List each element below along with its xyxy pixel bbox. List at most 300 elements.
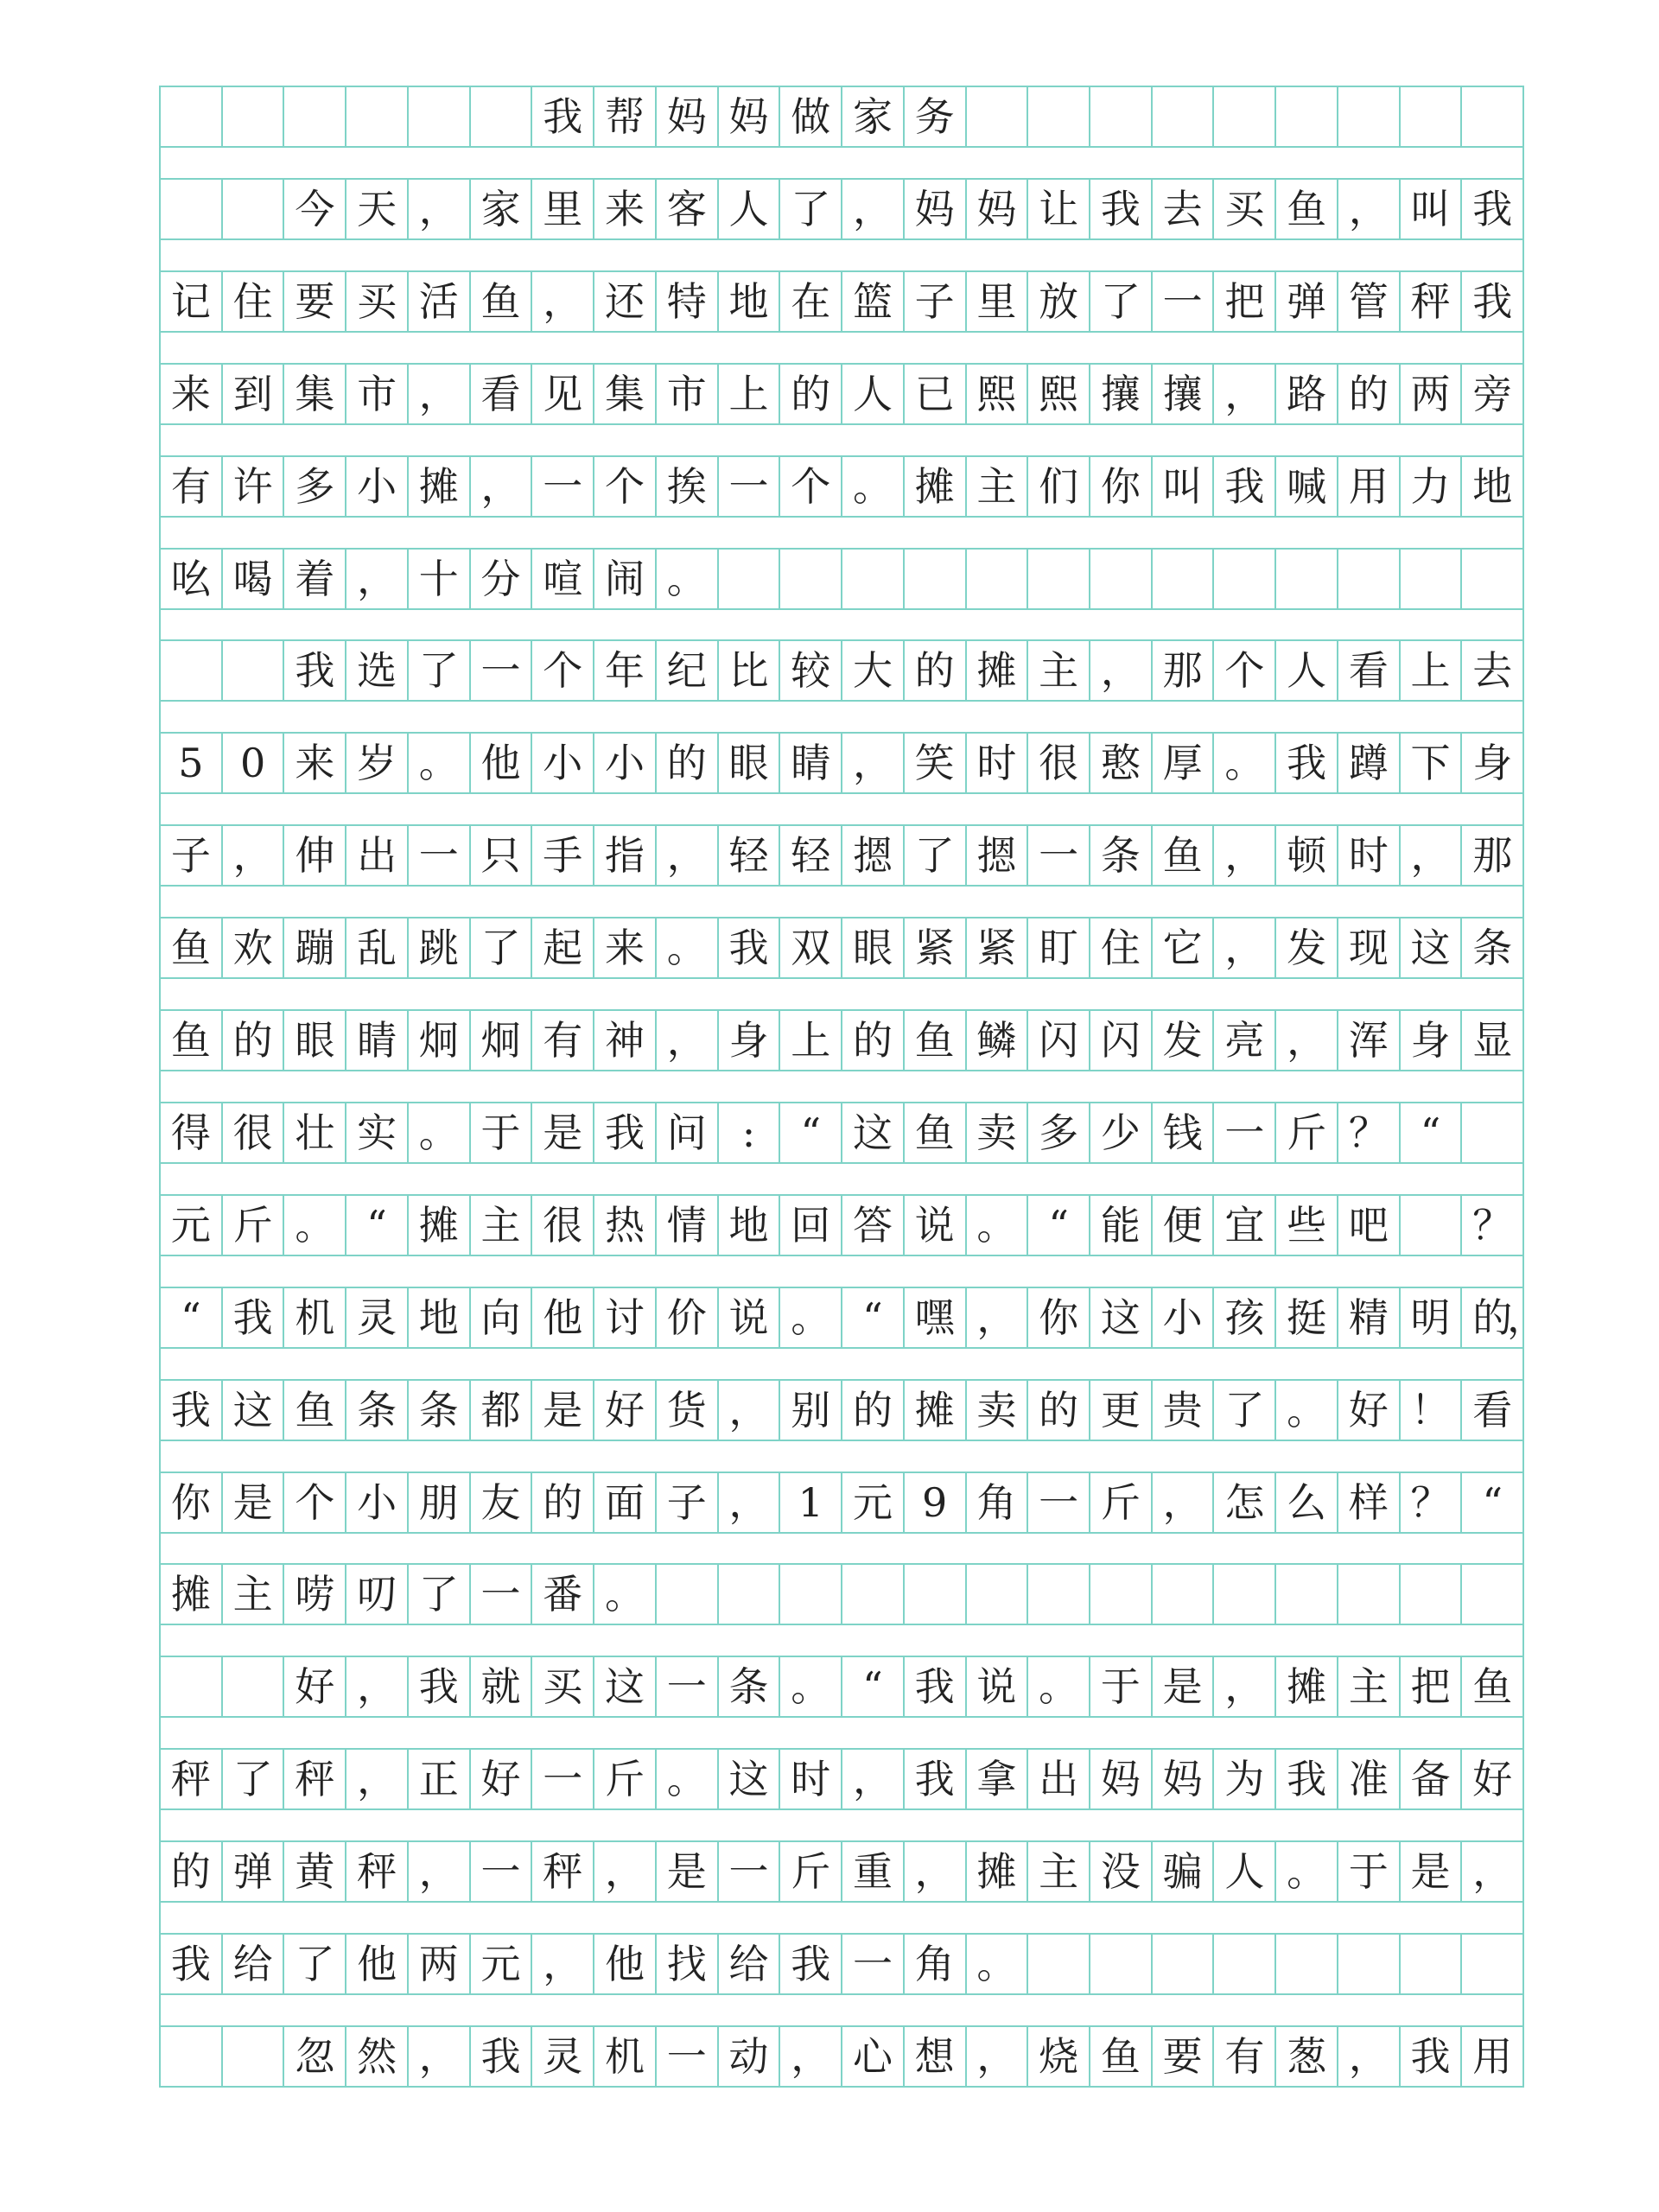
grid-cell: 买 (532, 1657, 594, 1716)
grid-cell: 摊 (905, 1381, 967, 1440)
grid-cell: 蹲 (1338, 734, 1401, 792)
grid-cell: 活 (409, 272, 471, 331)
grid-cell: 小 (1153, 1288, 1215, 1347)
row-gap (159, 1995, 1524, 2025)
grid-cell: 叫 (1401, 180, 1463, 238)
grid-cell: 一 (532, 1750, 594, 1808)
grid-cell: 妈 (905, 180, 967, 238)
grid-cell: 炯 (471, 1011, 533, 1070)
grid-cell: 给 (719, 1935, 781, 1993)
row-gap (159, 610, 1524, 639)
grid-cell: 较 (780, 641, 842, 700)
grid-cell: 主 (223, 1565, 285, 1624)
text-row (159, 270, 1524, 333)
grid-cell: 喝 (223, 550, 285, 608)
grid-cell: 壮 (284, 1103, 346, 1162)
grid-cell: 妈 (967, 180, 1029, 238)
grid-cell: “ (1462, 1473, 1524, 1532)
grid-cell: 已 (905, 365, 967, 423)
text-row (159, 824, 1524, 887)
grid-cell: 吆 (161, 550, 223, 608)
grid-cell: 很 (1028, 734, 1090, 792)
grid-cell (1401, 1935, 1463, 1993)
grid-cell: 选 (346, 641, 409, 700)
grid-cell: 看 (1338, 641, 1401, 700)
grid-cell: 说 (967, 1657, 1029, 1716)
grid-cell (1462, 550, 1524, 608)
grid-cell: 熙 (1028, 365, 1090, 423)
grid-cell: 妈 (1090, 1750, 1153, 1808)
grid-cell: 于 (471, 1103, 533, 1162)
grid-cell: 里 (532, 180, 594, 238)
grid-cell: 是 (1153, 1657, 1215, 1716)
grid-cell: 喧 (532, 550, 594, 608)
grid-cell: 子 (657, 1473, 719, 1532)
grid-cell: 摊 (409, 1196, 471, 1255)
grid-cell: 些 (1276, 1196, 1338, 1255)
grid-cell: 市 (346, 365, 409, 423)
grid-cell: : (719, 1103, 781, 1162)
grid-cell: 一 (719, 457, 781, 516)
grid-cell: 管 (1338, 272, 1401, 331)
row-gap (159, 979, 1524, 1009)
grid-cell: 好 (1462, 1750, 1524, 1808)
row-gap (159, 794, 1524, 824)
grid-cell: 能 (1090, 1196, 1153, 1255)
title-cell: 妈 (657, 87, 719, 146)
grid-cell: 地 (409, 1288, 471, 1347)
grid-cell: 有 (532, 1011, 594, 1070)
grid-cell: 灵 (532, 2027, 594, 2086)
grid-cell: 着 (284, 550, 346, 608)
grid-cell: 顿 (1276, 826, 1338, 885)
grid-cell: 上 (719, 365, 781, 423)
grid-cell: 的 (1462, 1288, 1524, 1347)
grid-cell: 番 (532, 1565, 594, 1624)
title-cell (967, 87, 1029, 146)
grid-cell: 分 (471, 550, 533, 608)
grid-cell: 只 (471, 826, 533, 885)
grid-cell: 我 (223, 1288, 285, 1347)
grid-cell: 动 (719, 2027, 781, 2086)
grid-cell: 住 (223, 272, 285, 331)
grid-cell: ， (409, 1842, 471, 1901)
grid-cell: 亮 (1214, 1011, 1276, 1070)
grid-cell: 孩 (1214, 1288, 1276, 1347)
grid-cell: 了 (1090, 272, 1153, 331)
grid-cell: 于 (1090, 1657, 1153, 1716)
grid-cell: 准 (1338, 1750, 1401, 1808)
grid-cell: 发 (1153, 1011, 1215, 1070)
grid-cell: 他 (532, 1288, 594, 1347)
grid-cell: 秤 (346, 1842, 409, 1901)
grid-cell: 主 (967, 457, 1029, 516)
grid-cell: “ (161, 1288, 223, 1347)
grid-cell (1338, 1565, 1401, 1624)
grid-cell: 的 (780, 365, 842, 423)
grid-cell: 市 (657, 365, 719, 423)
grid-cell: 闪 (1028, 1011, 1090, 1070)
grid-cell: 轻 (780, 826, 842, 885)
grid-cell: 乱 (346, 918, 409, 977)
grid-cell: 心 (842, 2027, 905, 2086)
grid-cell: 地 (719, 272, 781, 331)
grid-cell: 斤 (780, 1842, 842, 1901)
grid-cell (1153, 550, 1215, 608)
grid-cell: 它 (1153, 918, 1215, 977)
grid-cell: 我 (1214, 457, 1276, 516)
grid-cell: 厚 (1153, 734, 1215, 792)
grid-cell: 找 (657, 1935, 719, 1993)
grid-cell (1090, 1565, 1153, 1624)
grid-cell: 了 (905, 826, 967, 885)
grid-cell: 怎 (1214, 1473, 1276, 1532)
grid-cell: 去 (1153, 180, 1215, 238)
grid-cell: 。 (657, 550, 719, 608)
grid-cell: 友 (471, 1473, 533, 1532)
grid-cell (1401, 1196, 1463, 1255)
grid-cell: 回 (780, 1196, 842, 1255)
grid-cell: 了 (1214, 1381, 1276, 1440)
grid-cell: “ (842, 1657, 905, 1716)
grid-cell: 机 (594, 2027, 657, 2086)
grid-cell: 时 (780, 1750, 842, 1808)
grid-cell: 伸 (284, 826, 346, 885)
row-gap (159, 1903, 1524, 1933)
grid-cell: “ (780, 1103, 842, 1162)
grid-cell: ， (1214, 826, 1276, 885)
grid-cell: 鱼 (161, 918, 223, 977)
grid-cell: 9 (905, 1473, 967, 1532)
grid-cell: 说 (719, 1288, 781, 1347)
grid-cell: ， (1214, 1657, 1276, 1716)
grid-cell: 还 (594, 272, 657, 331)
grid-cell: 一 (409, 826, 471, 885)
grid-cell: 们 (1028, 457, 1090, 516)
grid-cell: 指 (594, 826, 657, 885)
text-row (159, 1840, 1524, 1903)
grid-cell (161, 641, 223, 700)
grid-cell: 旁 (1462, 365, 1524, 423)
grid-cell: 是 (657, 1842, 719, 1901)
grid-cell: 我 (1276, 1750, 1338, 1808)
grid-cell: 机 (284, 1288, 346, 1347)
grid-cell: 主 (1028, 641, 1090, 700)
grid-cell: 用 (1338, 457, 1401, 516)
grid-cell: 得 (161, 1103, 223, 1162)
grid-cell: 睛 (346, 1011, 409, 1070)
grid-cell (161, 180, 223, 238)
grid-cell: 然 (346, 2027, 409, 2086)
grid-cell: 更 (1090, 1381, 1153, 1440)
grid-cell: 子 (161, 826, 223, 885)
grid-cell: ， (594, 1842, 657, 1901)
grid-cell: 一 (842, 1935, 905, 1993)
grid-cell: 热 (594, 1196, 657, 1255)
grid-cell: 摁 (967, 826, 1029, 885)
grid-cell: 岁 (346, 734, 409, 792)
grid-cell: 说 (905, 1196, 967, 1255)
grid-cell: 我 (905, 1750, 967, 1808)
grid-cell: 人 (719, 180, 781, 238)
grid-cell: 鳞 (967, 1011, 1029, 1070)
grid-cell: 实 (346, 1103, 409, 1162)
grid-cell: 看 (471, 365, 533, 423)
grid-cell: 来 (594, 180, 657, 238)
grid-cell: 身 (719, 1011, 781, 1070)
grid-cell: 的 (223, 1011, 285, 1070)
grid-cell: 有 (1214, 2027, 1276, 2086)
grid-cell: 了 (471, 918, 533, 977)
grid-cell: 时 (1338, 826, 1401, 885)
grid-cell: 个 (284, 1473, 346, 1532)
title-cell (409, 87, 471, 146)
grid-cell: ， (719, 1473, 781, 1532)
grid-cell: 把 (1214, 272, 1276, 331)
grid-cell: 来 (284, 734, 346, 792)
grid-cell (967, 1565, 1029, 1624)
grid-cell: 年 (594, 641, 657, 700)
grid-cell: 憨 (1090, 734, 1153, 792)
grid-cell: 鱼 (471, 272, 533, 331)
grid-cell: 睛 (780, 734, 842, 792)
grid-cell: 摊 (905, 457, 967, 516)
grid-cell: 面 (594, 1473, 657, 1532)
text-row (159, 1194, 1524, 1256)
grid-cell: 就 (471, 1657, 533, 1716)
grid-cell: 比 (719, 641, 781, 700)
grid-cell: 放 (1028, 272, 1090, 331)
grid-cell: 有 (161, 457, 223, 516)
grid-cell: 小 (594, 734, 657, 792)
grid-cell: 一 (1214, 1103, 1276, 1162)
grid-cell (1028, 550, 1090, 608)
grid-cell: 好 (594, 1381, 657, 1440)
grid-cell: 精 (1338, 1288, 1401, 1347)
grid-cell: 大 (842, 641, 905, 700)
grid-cell: 的 (532, 1473, 594, 1532)
grid-cell: 到 (223, 365, 285, 423)
grid-cell: 的 (842, 1011, 905, 1070)
grid-cell: 很 (532, 1196, 594, 1255)
grid-cell: 一 (719, 1842, 781, 1901)
title-cell: 家 (842, 87, 905, 146)
grid-cell: 他 (471, 734, 533, 792)
grid-cell: 发 (1276, 918, 1338, 977)
grid-cell: 客 (657, 180, 719, 238)
grid-cell: 忽 (284, 2027, 346, 2086)
grid-cell: 贵 (1153, 1381, 1215, 1440)
grid-cell: 熙 (967, 365, 1029, 423)
grid-cell: 特 (657, 272, 719, 331)
grid-cell: ， (532, 272, 594, 331)
grid-cell: ， (905, 1842, 967, 1901)
row-gap (159, 1164, 1524, 1194)
title-cell (1153, 87, 1215, 146)
grid-cell: 了 (409, 1565, 471, 1624)
grid-cell: 这 (1401, 918, 1463, 977)
grid-cell: 问 (657, 1103, 719, 1162)
grid-cell (1276, 550, 1338, 608)
grid-cell: 5 (161, 734, 223, 792)
text-row (159, 732, 1524, 794)
grid-cell (1214, 1935, 1276, 1993)
grid-cell: 货 (657, 1381, 719, 1440)
grid-cell: 条 (719, 1657, 781, 1716)
grid-cell: 。 (967, 1935, 1029, 1993)
grid-cell: 0 (223, 734, 285, 792)
grid-cell: 。 (594, 1565, 657, 1624)
text-row (159, 1563, 1524, 1625)
grid-cell: 一 (1028, 1473, 1090, 1532)
grid-cell: 今 (284, 180, 346, 238)
grid-cell: 的 (905, 641, 967, 700)
grid-cell (905, 1565, 967, 1624)
grid-cell: 骗 (1153, 1842, 1215, 1901)
grid-cell: 么 (1276, 1473, 1338, 1532)
grid-cell: 许 (223, 457, 285, 516)
grid-cell: ， (471, 457, 533, 516)
grid-cell: 神 (594, 1011, 657, 1070)
row-gap (159, 1349, 1524, 1379)
grid-cell: ， (346, 1657, 409, 1716)
grid-cell: 我 (409, 1657, 471, 1716)
text-row (159, 1379, 1524, 1441)
grid-cell (1401, 550, 1463, 608)
text-row (159, 1471, 1524, 1534)
grid-cell: 集 (284, 365, 346, 423)
grid-cell: 买 (1214, 180, 1276, 238)
grid-cell: 去 (1462, 641, 1524, 700)
grid-cell: ， (719, 1381, 781, 1440)
grid-cell: 让 (1028, 180, 1090, 238)
grid-cell: 一 (1028, 826, 1090, 885)
grid-cell: 元 (471, 1935, 533, 1993)
grid-cell: 的 (842, 1381, 905, 1440)
grid-cell: 你 (1028, 1288, 1090, 1347)
grid-cell: ， (657, 1011, 719, 1070)
grid-cell: 斤 (1090, 1473, 1153, 1532)
grid-cell: ， (842, 1750, 905, 1808)
grid-cell: 给 (223, 1935, 285, 1993)
row-gap (159, 1718, 1524, 1748)
title-cell (1276, 87, 1338, 146)
grid-cell: 于 (1338, 1842, 1401, 1901)
grid-cell: ， (1338, 2027, 1401, 2086)
grid-cell: 主 (471, 1196, 533, 1255)
grid-cell: 秤 (1401, 272, 1463, 331)
grid-cell: 正 (409, 1750, 471, 1808)
grid-cell: 我 (594, 1103, 657, 1162)
grid-cell (223, 1657, 285, 1716)
grid-cell: 要 (284, 272, 346, 331)
grid-cell: ， (346, 550, 409, 608)
grid-cell: 情 (657, 1196, 719, 1255)
grid-cell: 眼 (719, 734, 781, 792)
grid-cell: 挺 (1276, 1288, 1338, 1347)
grid-cell: 了 (409, 641, 471, 700)
grid-cell (905, 550, 967, 608)
grid-cell: 多 (284, 457, 346, 516)
row-gap (159, 1625, 1524, 1656)
grid-cell: 他 (346, 1935, 409, 1993)
grid-cell: 闹 (594, 550, 657, 608)
title-cell (161, 87, 223, 146)
grid-cell: 烧 (1028, 2027, 1090, 2086)
grid-cell: 地 (1462, 457, 1524, 516)
grid-cell (1214, 550, 1276, 608)
grid-cell: 条 (409, 1381, 471, 1440)
grid-cell: 来 (594, 918, 657, 977)
grid-cell: 眼 (842, 918, 905, 977)
grid-cell (842, 1565, 905, 1624)
grid-cell (1214, 1565, 1276, 1624)
row-gap (159, 1256, 1524, 1287)
grid-cell: 眼 (284, 1011, 346, 1070)
grid-cell (842, 550, 905, 608)
composition-paper (159, 86, 1547, 2101)
grid-cell: 宜 (1214, 1196, 1276, 1255)
grid-cell: 浑 (1338, 1011, 1401, 1070)
grid-cell: 双 (780, 918, 842, 977)
grid-cell (780, 1565, 842, 1624)
grid-cell: 那 (1153, 641, 1215, 700)
grid-cell: ， (409, 180, 471, 238)
grid-cell (1462, 1935, 1524, 1993)
text-row (159, 363, 1524, 425)
grid-cell: 是 (223, 1473, 285, 1532)
grid-cell (719, 550, 781, 608)
grid-cell: 挨 (657, 457, 719, 516)
grid-cell: 路 (1276, 365, 1338, 423)
grid-cell (1090, 550, 1153, 608)
grid-cell: 灵 (346, 1288, 409, 1347)
grid-cell: 你 (161, 1473, 223, 1532)
grid-cell: 摊 (161, 1565, 223, 1624)
grid-cell (967, 550, 1029, 608)
grid-cell: 鱼 (284, 1381, 346, 1440)
grid-cell: 明 (1401, 1288, 1463, 1347)
title-cell (1401, 87, 1463, 146)
grid-cell: 。 (657, 918, 719, 977)
grid-cell: ？ (1401, 1473, 1463, 1532)
grid-cell: 地 (719, 1196, 781, 1255)
title-cell (1214, 87, 1276, 146)
grid-cell: 把 (1401, 1657, 1463, 1716)
grid-cell: 我 (719, 918, 781, 977)
grid-cell: ， (1338, 180, 1401, 238)
grid-cell: 我 (471, 2027, 533, 2086)
grid-cell: 朋 (409, 1473, 471, 1532)
grid-cell: 攘 (1153, 365, 1215, 423)
row-gap (159, 1534, 1524, 1563)
grid-cell: “ (842, 1288, 905, 1347)
grid-cell: 小 (346, 457, 409, 516)
title-cell (1338, 87, 1401, 146)
grid-cell (1028, 1565, 1090, 1624)
text-row (159, 1102, 1524, 1164)
grid-cell: 摊 (967, 1842, 1029, 1901)
grid-cell (657, 1565, 719, 1624)
grid-cell: ， (346, 1750, 409, 1808)
grid-cell: 炯 (409, 1011, 471, 1070)
grid-cell: “ (1028, 1196, 1090, 1255)
grid-cell: ， (842, 734, 905, 792)
grid-cell: 叨 (346, 1565, 409, 1624)
grid-cell: 叫 (1153, 457, 1215, 516)
text-row (159, 548, 1524, 610)
grid-cell: ， (1462, 1842, 1524, 1901)
